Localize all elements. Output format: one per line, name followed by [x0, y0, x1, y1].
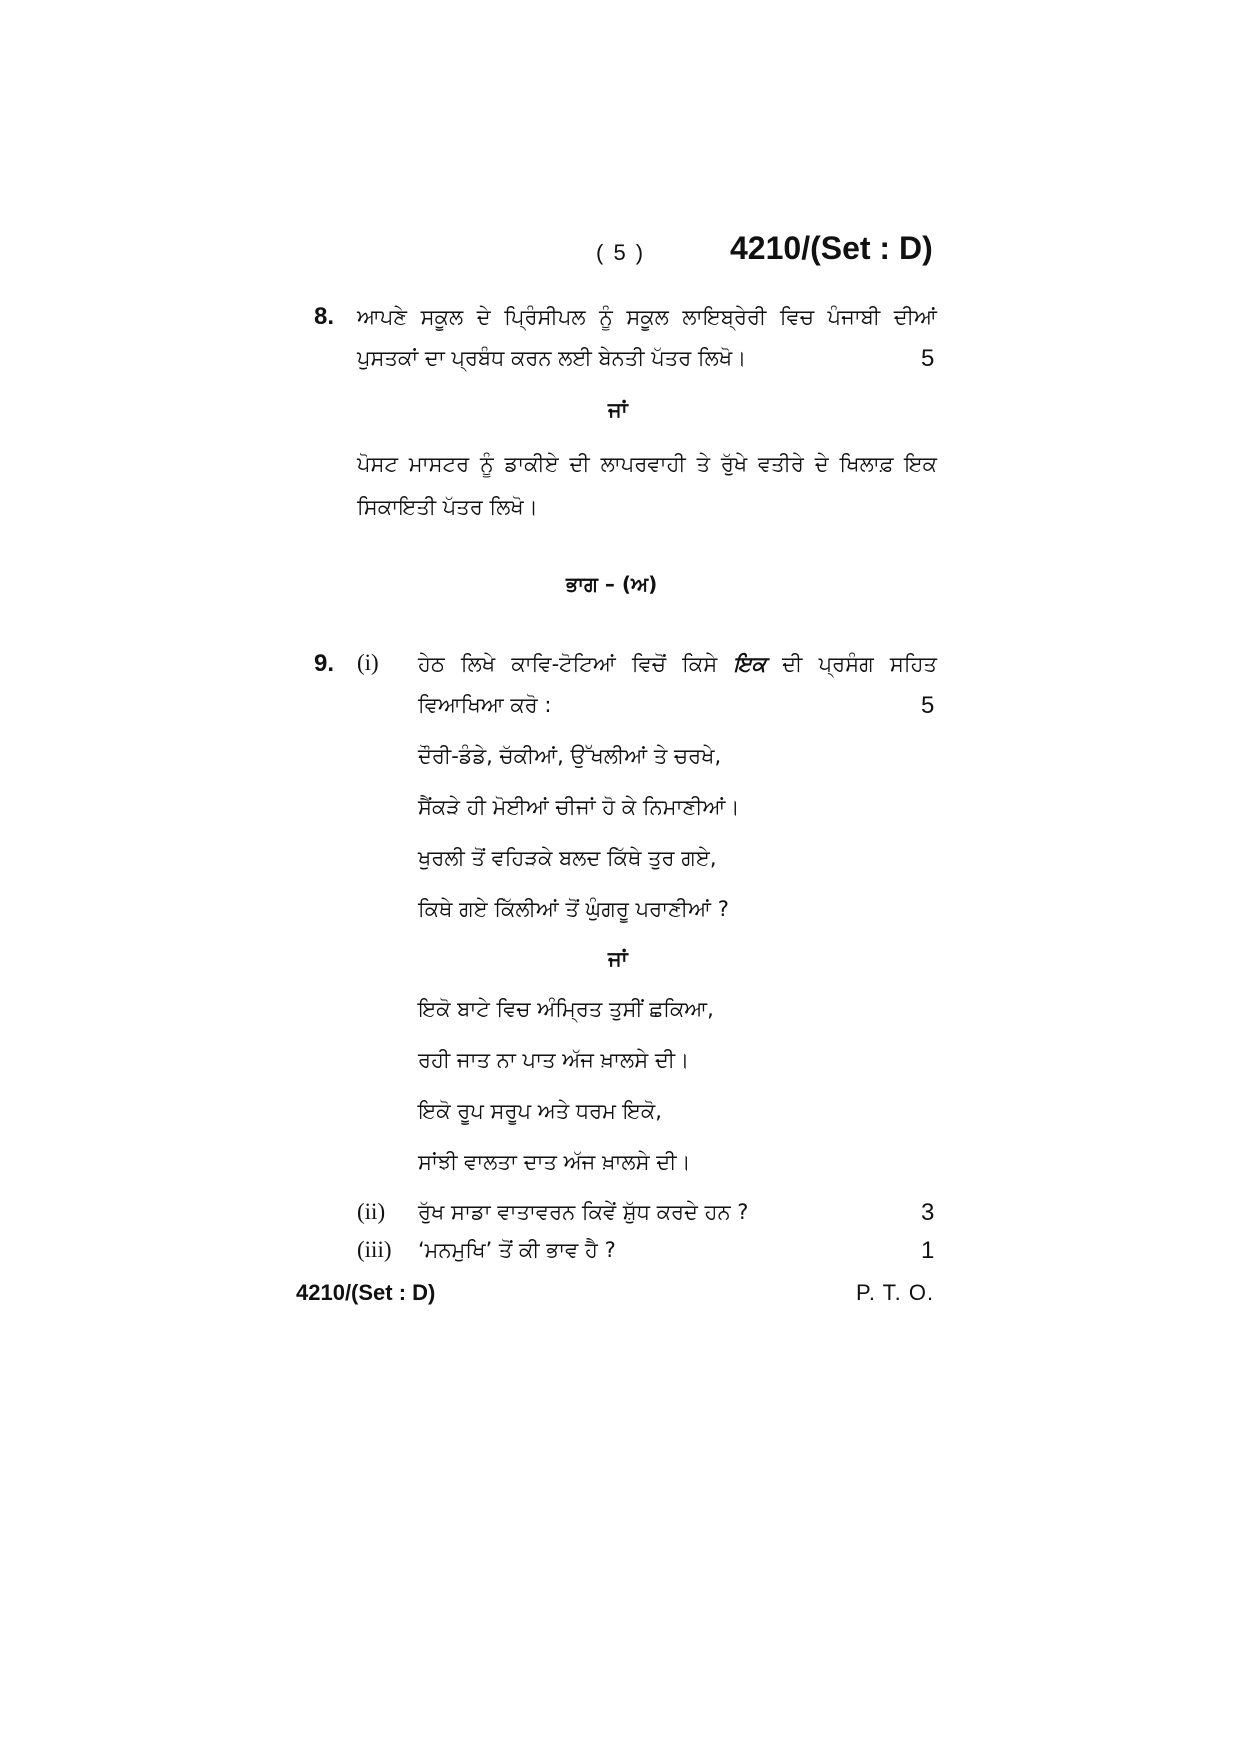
word: ਪ੍ਰਿੰਸੀਪਲ	[504, 305, 586, 329]
word: ਨੂੰ	[599, 305, 613, 329]
word: ਦੀ	[569, 452, 590, 476]
page-number: ( 5 )	[596, 240, 646, 265]
question-8-or-label: ਜਾਂ	[608, 398, 628, 422]
word: ਸਹਿਤ	[889, 652, 937, 676]
question-8-line-2: ਪੁਸਤਕਾਂ ਦਾ ਪ੍ਰਬੰਧ ਕਰਨ ਲਈ ਬੇਨਤੀ ਪੱਤਰ ਲਿਖੋ।	[357, 346, 747, 370]
word: ਲਾਪਰਵਾਹੀ	[600, 452, 686, 476]
word: ਸਕੂਲ	[420, 305, 464, 329]
word: ਲਿਖੇ	[460, 652, 496, 676]
word: ਪ੍ਰਸੰਗ	[818, 652, 874, 676]
word: ਤੇ	[696, 452, 711, 476]
word: ਲਾਇਬ੍ਰੇਰੀ	[682, 305, 767, 329]
question-9-part-iii-text: ‘ਮਨਮੁਖਿ’ ਤੋਂ ਕੀ ਭਾਵ ਹੈ ?	[418, 1238, 616, 1262]
question-8-alt-line-1	[357, 452, 937, 477]
paper-code-footer: 4210/(Set : D)	[296, 1280, 436, 1305]
word: ਸਕੂਲ	[626, 305, 669, 329]
emphasized-word: ਇਕ	[733, 652, 766, 676]
question-9-part-iii-marks: 1	[921, 1237, 935, 1264]
word: ਦੇ	[476, 305, 491, 329]
verse-2-line-2: ਰਹੀ ਜਾਤ ਨਾ ਪਾਤ ਅੱਜ ਖ਼ਾਲਸੇ ਦੀ।	[418, 1048, 690, 1072]
question-8-line-1	[357, 305, 937, 330]
verse-2-line-3: ਇਕੋ ਰੂਪ ਸਰੂਪ ਅਤੇ ਧਰਮ ਇਕੋ,	[418, 1099, 662, 1123]
question-9-part-i-line-1	[418, 652, 937, 677]
verse-1-line-4: ਕਿਥੇ ਗਏ ਕਿੱਲੀਆਂ ਤੋਂ ਘੁੰਗਰੂ ਪਰਾਣੀਆਂ ?	[418, 897, 729, 921]
word: ਆਪਣੇ	[357, 305, 408, 329]
word: ਦੀਆਂ	[893, 305, 937, 329]
word: ਕਾਵਿ-ਟੋਟਿਆਂ	[511, 652, 616, 676]
word: ਪੰਜਾਬੀ	[827, 305, 881, 329]
question-9-part-i-line-2: ਵਿਆਖਿਆ ਕਰੋ :	[418, 693, 552, 717]
pto-label: P. T. O.	[856, 1280, 935, 1305]
verse-2-line-1: ਇਕੋ ਬਾਟੇ ਵਿਚ ਅੰਮ੍ਰਿਤ ਤੁਸੀਂ ਛਕਿਆ,	[418, 997, 714, 1021]
question-9-part-i-marks: 5	[921, 692, 935, 719]
section-heading: ਭਾਗ – (ਅ)	[566, 572, 658, 596]
word: ਡਾਕੀਏ	[504, 452, 559, 476]
question-9-part-iii-label: (iii)	[357, 1237, 392, 1262]
word: ਕਿਸੇ	[682, 652, 718, 676]
question-8-marks: 5	[921, 345, 935, 372]
verse-1-line-3: ਖੁਰਲੀ ਤੋਂ ਵਹਿੜਕੇ ਬਲਦ ਕਿੱਥੇ ਤੁਰ ਗਏ,	[418, 846, 717, 870]
word: ਹੇਠ	[418, 652, 445, 676]
word: ਵਿਚ	[779, 305, 814, 329]
question-8-number: 8.	[314, 303, 335, 330]
verse-2-line-4: ਸਾਂਝੀ ਵਾਲਤਾ ਦਾਤ ਅੱਜ ਖ਼ਾਲਸੇ ਦੀ।	[418, 1150, 691, 1174]
word: ਰੁੱਖੇ	[720, 452, 748, 476]
question-8-alt-line-2: ਸਿਕਾਇਤੀ ਪੱਤਰ ਲਿਖੋ।	[357, 495, 538, 519]
question-9-number: 9.	[314, 650, 335, 677]
word: ਇਕ	[904, 452, 937, 476]
paper-code-header: 4210/(Set : D)	[730, 230, 933, 266]
word: ਖਿਲਾਫ਼	[839, 452, 894, 476]
word: ਵਤੀਰੇ	[758, 452, 804, 476]
verse-1-line-1: ਦੌਰੀ-ਡੰਡੇ, ਚੱਕੀਆਂ, ਉੱਖਲੀਆਂ ਤੇ ਚਰਖੇ,	[418, 744, 722, 768]
question-9-part-ii-label: (ii)	[357, 1199, 386, 1224]
question-9-part-ii-text: ਰੁੱਖ ਸਾਡਾ ਵਾਤਾਵਰਨ ਕਿਵੇਂ ਸ਼ੁੱਧ ਕਰਦੇ ਹਨ ?	[418, 1200, 749, 1224]
question-9-part-i-label: (i)	[357, 650, 379, 675]
verse-1-line-2: ਸੈਂਕੜੇ ਹੀ ਮੋਈਆਂ ਚੀਜਾਂ ਹੋ ਕੇ ਨਿਮਾਣੀਆਂ।	[418, 795, 740, 819]
word: ਮਾਸਟਰ	[408, 452, 470, 476]
word: ਦੇ	[814, 452, 829, 476]
question-9-or-label: ਜਾਂ	[608, 947, 628, 971]
question-9-part-ii-marks: 3	[921, 1199, 935, 1226]
word: ਨੂੰ	[479, 452, 494, 476]
word: ਦੀ	[782, 652, 803, 676]
word: ਪੋਸਟ	[357, 452, 398, 476]
word: ਵਿਚੋਂ	[631, 652, 666, 676]
